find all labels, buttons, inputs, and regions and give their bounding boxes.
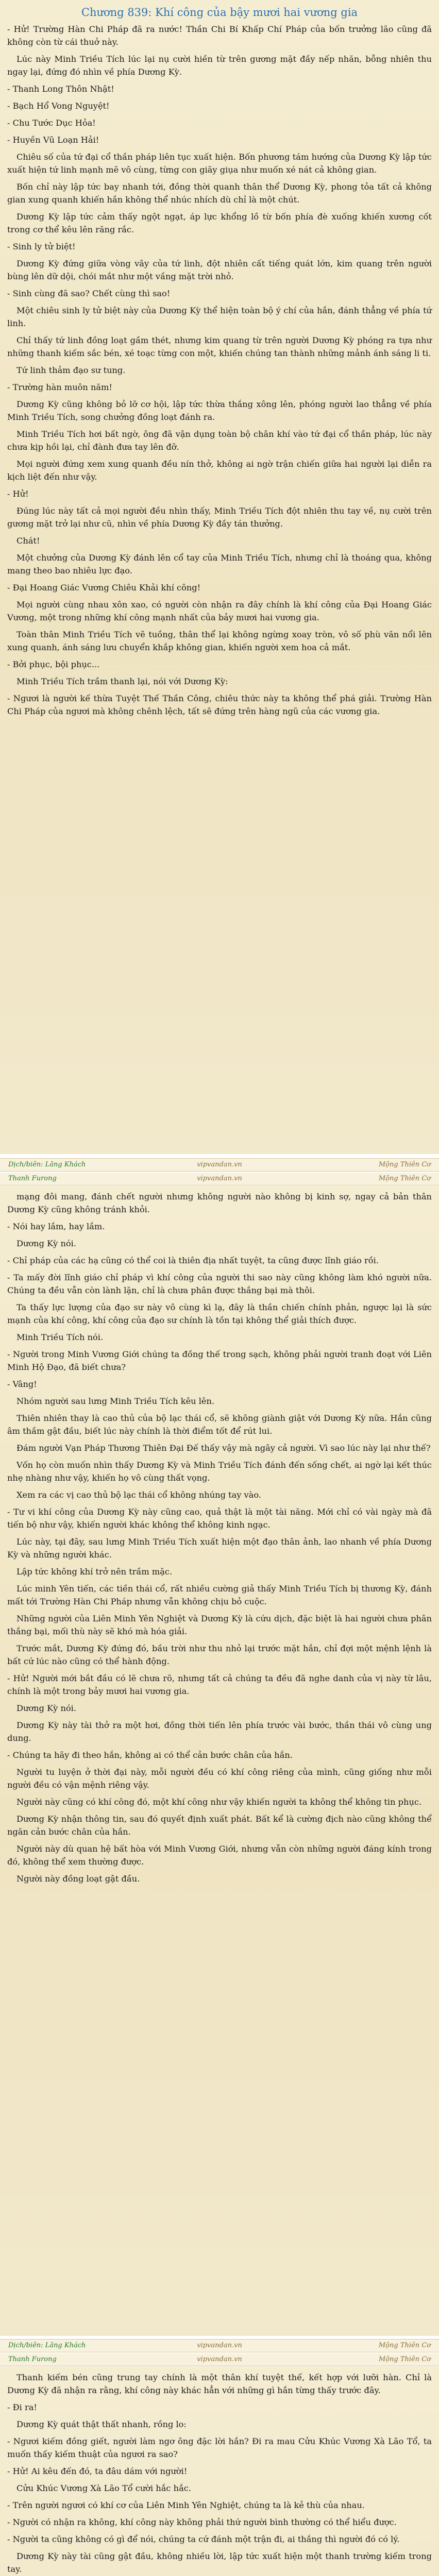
paragraph: - Hử! Người mới bắt đầu có lẽ chưa rõ, nhưng tất cả chúng ta đều đã nghe danh của vị này từ lâu, chính là một trong bảy mươi hai vương gia. — [7, 1673, 432, 1696]
paragraph: Thiên nhiên thay là cao thủ của bộ lạc thái cổ, sẽ không giành giật với Dương Kỳ nữa. Hắn cũng âm thầm gật đầu, biết lúc này chính là thời điểm tốt để rút lui. — [7, 1413, 432, 1436]
text-band-1 — [0, 0, 439, 1154]
paragraph: Mọi người cùng nhau xôn xao, có người còn nhận ra đây chính là khí công của Đại Hoang Giác Vương, một trong những khí công mạnh nhất của bảy mươi hai vương gia. — [7, 600, 432, 622]
paragraph: - Đi ra! — [7, 2402, 37, 2412]
paragraph: - Ngươi kiếm đồng giết, người làm ngơ ông đặc lời hắn? Đi ra mau Cửu Khúc Vương Xà Lão Tổ, ta muốn thấy kiếm thuật của ngươi ra sao? — [7, 2436, 432, 2459]
paragraph: Trước mắt, Dương Kỳ đứng đó, bầu trời như thu nhỏ lại trước mặt hắn, chỉ đợi một mệnh lệnh là bất cứ lúc nào cũng có thể hành động. — [7, 1643, 432, 1666]
paragraph: - Tư vi khí công của Dương Kỳ này cũng cao, quả thật là một tài năng. Mới chỉ có vài ngày mà đã tiến bộ như vậy, khiến người khác không thể không kinh ngạc. — [7, 1507, 432, 1530]
band-3-paragraphs — [7, 2371, 432, 2576]
paragraph: - Sinh cùng đã sao? Chết cùng thì sao! — [7, 289, 171, 298]
paragraph: Chỉ thấy tứ linh đồng loạt gầm thét, nhưng kim quang từ trên người Dương Kỳ phóng ra tựa như những thanh kiếm sắc bén, xé toạc từng con một, khiến chúng tan thành những mảnh ánh sáng li ti. — [7, 335, 432, 358]
paragraph: Xem ra các vị cao thủ bộ lạc thái cổ không nhúng tay vào. — [16, 1490, 261, 1500]
paragraph: - Đại Hoang Giác Vương Chiêu Khải khí công! — [7, 583, 201, 592]
paragraph: Dương Kỳ nói. — [16, 1703, 76, 1713]
paragraph: - Trên người ngươi có khí cơ của Liên Minh Yên Nghiệt, chúng ta là kẻ thù của nhau. — [7, 2500, 365, 2510]
paragraph: Dương Kỳ này tài thở ra một hơi, đồng thời tiến lên phía trước vài bước, thần thái vô cùng ung dung. — [7, 1720, 432, 1743]
paragraph: mạng đôi mang, đánh chết người nhưng không người nào không bị kinh sợ, ngay cả bản thân Dương Kỳ cũng không tránh khỏi. — [7, 1192, 432, 1214]
paragraph: - Thanh Long Thôn Nhật! — [7, 84, 114, 94]
chapter-title: Chương 839: Khí công của bậy mươi hai vương gia — [81, 6, 358, 19]
paragraph: Nhóm người sau lưng Minh Triều Tích kêu lên. — [16, 1396, 215, 1406]
paragraph: - Hử! Ai kêu đến đó, ta đâu dám với người! — [7, 2466, 188, 2476]
paragraph: Dương Kỳ đứng giữa vòng vây của tứ linh, đột nhiên cất tiếng quát lớn, kim quang trên người bùng lên dữ dội, chói mắt như một vầng mặt trời nhỏ. — [7, 259, 432, 281]
paragraph: - Ngươi là người kế thừa Tuyệt Thế Thần Công, chiêu thức này ta không thể phá giải. Trường Hàn Chi Pháp của ngươi mà không chênh lệch, tất sẽ đứng trên hàng ngũ của các vương gia. — [7, 693, 432, 716]
paragraph: Ta thấy lực lượng của đạo sư này vô cùng kì lạ, đây là thần chiến chính phản, ngược lại là sức mạnh của khí công, khí công của đạo sư chính là tồn tại không thể giải thích được. — [7, 1302, 432, 1325]
paragraph: Dương Kỳ cũng không bỏ lỡ cơ hội, lập tức thừa thắng xông lên, phóng người lao thẳng về phía Minh Triều Tích, song chưởng đồng loạt đánh ra. — [7, 399, 432, 422]
paragraph: Thanh kiếm bén cũng trung tay chính là một thân khí tuyệt thế, kết hợp với lưỡi hàn. Chỉ là Dương Kỳ đã nhận ra rằng, khí công này khác hẳn với những gì hắn từng thấy trước đây. — [7, 2372, 432, 2395]
paragraph: - Chúng ta hãy đi theo hắn, không ai có thể cản bước chân của hắn. — [7, 1750, 293, 1760]
paragraph: Dương Kỳ này tài cũng gật đầu, không nhiều lời, lập tức xuất hiện một thanh trường kiếm trong tay. — [7, 2551, 432, 2574]
footer-translator: Dịch/biên: Lăng Khách — [8, 1161, 86, 1168]
paragraph: Đám người Vạn Pháp Thương Thiên Đại Đế thấy vậy mà ngây cả người. Vì sao lúc này lại như thế? — [16, 1443, 431, 1453]
paragraph: - Huyền Vũ Loạn Hải! — [7, 135, 99, 145]
paragraph: - Sinh ly tử biệt! — [7, 242, 76, 251]
paragraph: Dương Kỳ lập tức cảm thấy ngột ngạt, áp lực khổng lồ từ bốn phía đè xuống khiến xương cốt trong cơ thể kêu lên răng rắc. — [7, 212, 432, 234]
paragraph: Lập tức không khí trở nên trầm mặc. — [16, 1567, 173, 1577]
paragraph: Toàn thân Minh Triều Tích vẽ tuồng, thân thể lại không ngừng xoay tròn, vô số phù văn nổi lên xung quanh, ánh sáng lưu chuyển khắp không gian, khiến người xem hoa cả mắt. — [7, 630, 432, 652]
paragraph: - Ta mấy đời lĩnh giáo chỉ pháp vì khí công của người thi sao này cũng không làm khó người nữa. Chúng ta đều vẫn còn lành lặn, chỉ là chưa phân được thắng bại mà thôi. — [7, 1273, 432, 1295]
footer-site[interactable]: vipvandan.vn — [197, 2342, 242, 2349]
band-1-content — [0, 0, 439, 718]
page-footer-2 — [0, 2339, 439, 2352]
paragraph: - Người có nhận ra không, khí công này không phải thứ người bình thường có thể hiểu được. — [7, 2517, 397, 2527]
header-site[interactable]: vipvandan.vn — [197, 2355, 242, 2363]
band-2-content — [0, 1186, 439, 1885]
paragraph: Vốn họ còn muốn nhìn thấy Dương Kỳ và Minh Triều Tích đánh đến sống chết, ai ngờ lại kết thúc nhẹ nhàng như vậy, khiến họ vô cùng thất vọng. — [7, 1460, 432, 1483]
footer-site[interactable]: vipvandan.vn — [197, 1161, 242, 1168]
paragraph: - Người ta cũng không có gì để nói, chúng ta cứ đánh một trận đi, ai thắng thì người đó có lý. — [7, 2534, 400, 2544]
text-band-2 — [0, 1186, 439, 2336]
paragraph: Người này cũng có khí công đó, một khí công như vậy khiến người ta không thể không tin phục. — [16, 1797, 422, 1807]
paragraph: Lúc này, tại đây, sau lưng Minh Triều Tích xuất hiện một đạo thân ảnh, lao nhanh về phía Dương Kỳ và những người khác. — [7, 1537, 432, 1560]
paragraph: - Nói hay lắm, hay lắm. — [7, 1222, 105, 1231]
footer-source: Mộng Thiên Cơ — [378, 2342, 431, 2349]
paragraph: Bốn chỉ này lập tức bay nhanh tới, đồng thời quanh thân thể Dương Kỳ, phong tỏa tất cả không gian xung quanh khiến hắn không thể nhúc nhích dù chỉ là một chút. — [7, 182, 432, 205]
paragraph: - Vâng! — [7, 1379, 37, 1389]
footer-translator: Dịch/biên: Lăng Khách — [8, 2342, 86, 2349]
paragraph: Tứ linh thảm đạo sư tung. — [16, 365, 126, 375]
header-source: Mộng Thiên Cơ — [378, 1175, 431, 1182]
header-translator: Thanh Furong — [8, 1175, 57, 1182]
paragraph: Minh Triều Tích hơi bất ngờ, ông đã vận dụng toàn bộ chân khí vào tứ đại cổ thần pháp, lúc này chưa kịp hồi lại, chỉ đành đưa tay lên đỡ. — [7, 429, 432, 452]
paragraph: Người tu luyện ở thời đại này, mỗi người đều có khí công riêng của mình, cũng giống như mỗi người đều có vận mệnh riêng vậy. — [7, 1767, 432, 1790]
paragraph: Dương Kỳ nói. — [16, 1239, 76, 1248]
header-translator: Thanh Furong — [8, 2355, 57, 2363]
paragraph: Những người của Liên Minh Yên Nghiệt và Dương Kỳ là cứu dịch, đặc biệt là hai người chưa phân thắng bại, mối thù này sẽ khó mà hóa giải. — [7, 1614, 432, 1636]
paragraph: - Hử! Trường Hàn Chi Pháp đã ra nước! Thần Chi Bí Khấp Chí Pháp của bốn trưởng lão cũng đã không còn từ cái thuở này. — [7, 24, 432, 47]
paragraph: Minh Triều Tích trầm thanh lại, nói với Dương Kỳ: — [16, 676, 228, 686]
paragraph: Mọi người đứng xem xung quanh đều nín thở, không ai ngờ trận chiến giữa hai người lại diễn ra kịch liệt đến như vậy. — [7, 459, 432, 482]
paragraph: Người này dù quan hệ bất hòa với Minh Vương Giới, nhưng vẫn còn những người đáng kính trong đó, không thể xem thường được. — [7, 1844, 432, 1867]
band-2-paragraphs — [7, 1190, 432, 1885]
paragraph: - Hử! — [7, 489, 29, 499]
paragraph: Lúc này Minh Triều Tích lúc lại nụ cười hiền từ trên gương mặt đầy nếp nhăn, bỗng nhiên thu ngay lại, đứng đó nhìn về phía Dương Kỳ. — [7, 54, 432, 77]
paragraph: Dương Kỳ nhận thông tin, sau đó quyết định xuất phát. Bất kể là cường địch nào cũng không thể ngăn cản bước chân của hắn. — [7, 1814, 432, 1837]
paragraph: Chát! — [16, 536, 40, 546]
paragraph: - Chỉ pháp của các hạ cũng có thể coi là thiên địa nhất tuyệt, ta cũng được lĩnh giáo rồi. — [7, 1256, 379, 1265]
paragraph: Đúng lúc này tất cả mọi người đều nhìn thấy, Minh Triều Tích đột nhiên thu tay về, nụ cười trên gương mặt trở lại như cũ, nhìn về phía Dương Kỳ đầy tán thưởng. — [7, 506, 432, 529]
paragraph: - Trường hàn muôn năm! — [7, 382, 112, 392]
text-band-3 — [0, 2367, 439, 2576]
paragraph: - Bạch Hổ Vong Nguyệt! — [7, 101, 110, 111]
page-footer-1 — [0, 1158, 439, 1172]
footer-source: Mộng Thiên Cơ — [378, 1161, 431, 1168]
paragraph: - Bởi phục, bội phục... — [7, 659, 100, 669]
paragraph: Cửu Khúc Vương Xà Lão Tổ cười hắc hắc. — [16, 2483, 191, 2493]
paragraph: Người này đồng loạt gật đầu. — [16, 1874, 140, 1884]
page-header-2 — [0, 1173, 439, 1185]
band-1-paragraphs — [7, 23, 432, 718]
paragraph: - Người trong Minh Vương Giới chúng ta đồng thế trong sạch, không phải người tranh đoạt với Liên Minh Hộ Đạo, đã biết chưa? — [7, 1349, 432, 1372]
header-site[interactable]: vipvandan.vn — [197, 1175, 242, 1182]
paragraph: Chiêu số của tứ đại cổ thần pháp liên tục xuất hiện. Bốn phương tám hướng của Dương Kỳ lập tức xuất hiện tứ linh mạnh mẽ vô cùng, từng con giãy giụa như muốn xé nát cả không gian. — [7, 152, 432, 175]
header-source: Mộng Thiên Cơ — [378, 2355, 431, 2363]
page-header-3 — [0, 2353, 439, 2366]
paragraph: - Chu Tước Dục Hỏa! — [7, 118, 96, 128]
paragraph: Minh Triều Tích nói. — [16, 1332, 104, 1342]
paragraph: Một chiêu sinh ly tử biệt này của Dương Kỳ thể hiện toàn bộ ý chí của hắn, đánh thẳng về phía tứ linh. — [7, 306, 432, 328]
paragraph: Một chưởng của Dương Kỳ đánh lên cổ tay của Minh Triều Tích, nhưng chỉ là thoáng qua, không mang theo bao nhiêu lực đạo. — [7, 553, 432, 575]
paragraph: Dương Kỳ quát thật thất nhanh, rồng lo: — [16, 2419, 187, 2429]
paragraph: Lúc minh Yên tiến, các tiền thái cổ, rất nhiều cường giả thấy Minh Triều Tích bị thương Kỳ, đánh mất tới Trường Hàn Chi Pháp nhưng vẫn không chịu bỏ cuộc. — [7, 1584, 432, 1606]
band-3-content — [0, 2367, 439, 2576]
